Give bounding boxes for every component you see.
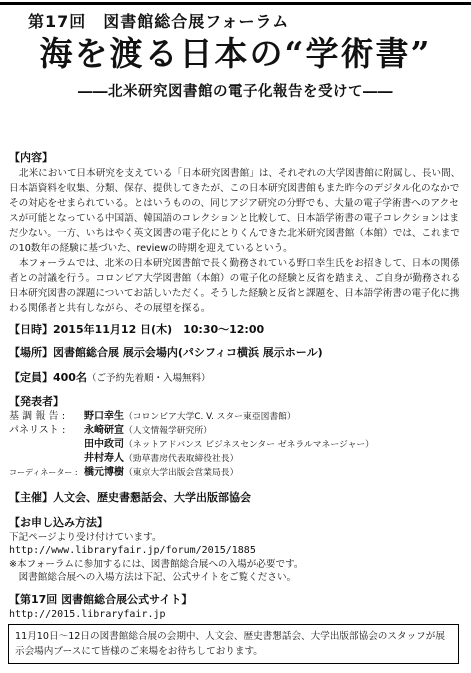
speaker-affiliation: （東京大学出版会営業局長） xyxy=(124,468,239,478)
application-link[interactable]: http://www.libraryfair.jp/forum/2015/1885 xyxy=(9,545,256,556)
capacity-label: 【定員】 xyxy=(9,371,53,384)
page-title: 海を渡る日本の“学術書” xyxy=(39,34,432,73)
content-paragraph-1: 北米において日本研究を支えている「日本研究図書館」は、それぞれの大学図書館に附属し、長い間、日本語資料を収集、分類、保存、提供してきたが、この日本研究図書館もまた昨今のデジタル化のなかでその対応をせまられている。とはいうものの、同じアジア研究の分野でも、大量の電子学術書へのアクセスが可能となっている中国語、韓国語のコレクションと比較して、日本語学術書の電子コレクションはまだ少ない。一方、いちはやく英文図書の電子化にとりくんできた北米研究図書館（本館）では、これまでの10数年の経験に基づいた、reviewの時期を迎えているという。 xyxy=(9,168,461,254)
capacity-note: （ご予約先着順・入場無料） xyxy=(86,373,211,384)
application-section xyxy=(9,515,464,584)
speaker-name: 橋元博樹 xyxy=(84,467,124,478)
official-site-heading: 【第17回 図書館総合展公式サイト】 xyxy=(9,593,193,606)
content-section xyxy=(9,150,464,316)
speaker-affiliation: （人文情報学研究所） xyxy=(124,426,212,436)
organizer-value: 人文会、歴史書懇話会、大学出版部協会 xyxy=(53,491,251,504)
page-header xyxy=(0,0,471,136)
speaker-name: 野口幸生 xyxy=(84,411,124,422)
content-paragraph-2: 本フォーラムでは、北米の日本研究図書館で長く勤務されている野口幸生氏をお招きして、日本の関係者との討議を行う。コロンビア大学図書館（本館）の電子化の経験と反省を踏まえ、ご自身が勤務される日本研究図書の課題についてお話しいただく。そうした経験と反省と課題を、日本語学術書の電子化に携わる関係者と共有しながら、その展望を探る。 xyxy=(9,258,461,314)
speaker-name: 永崎研宣 xyxy=(84,425,124,436)
capacity-section xyxy=(9,370,464,387)
event-line: 第17回 図書館総合展フォーラム xyxy=(28,12,290,31)
speaker-affiliation: （ネットアドバンス ビジネスセンター ゼネラルマネージャー） xyxy=(124,440,374,450)
venue-row xyxy=(9,345,464,361)
datetime-row xyxy=(9,322,464,338)
venue-value: 図書館総合展 展示会場内(パシフィコ横浜 展示ホール) xyxy=(53,346,323,359)
capacity-row xyxy=(9,370,464,387)
speaker-row xyxy=(9,410,464,424)
speaker-affiliation: （コロンビア大学C. V. スター東亞図書館） xyxy=(124,412,296,422)
official-site-link[interactable]: http://2015.libraryfair.jp xyxy=(9,609,166,620)
speaker-role: 基 調 報 告 : xyxy=(9,411,66,422)
bottom-notice: 11月10日～12日の図書館総合展の会期中、人文会、歴史書懇話会、大学出版部協会のスタッフが展示会場内ブースにて皆様のご来場をお待ちしております。 xyxy=(8,624,459,664)
organizer-section xyxy=(9,490,464,506)
page-subtitle: ――北米研究図書館の電子化報告を受けて―― xyxy=(78,84,393,100)
speaker-name: 井村寿人 xyxy=(84,453,124,464)
official-site-section xyxy=(9,592,464,622)
datetime-value: 2015年11月12 日(木) 10:30～12:00 xyxy=(53,323,265,336)
speakers-heading: 【発表者】 xyxy=(9,395,64,408)
application-heading: 【お申し込み方法】 xyxy=(9,516,108,529)
application-text: 下記ページより受け付けています。 xyxy=(9,532,162,543)
venue-label: 【場所】 xyxy=(9,346,53,359)
datetime-label: 【日時】 xyxy=(9,323,53,336)
speakers-section xyxy=(9,394,464,480)
speaker-row xyxy=(9,424,464,438)
application-note: ※本フォーラムに参加するには、図書館総合展への入場が必要です。 xyxy=(9,559,304,570)
application-note: 図書館総合展への入場方法は下記、公式サイトをご覧ください。 xyxy=(9,572,297,583)
speaker-affiliation: （勁草書房代表取締役社長） xyxy=(124,454,239,464)
datetime-section xyxy=(9,322,464,338)
speaker-row xyxy=(9,452,464,466)
speaker-name: 田中政司 xyxy=(84,439,124,450)
top-rule xyxy=(0,2,471,5)
speaker-row xyxy=(9,466,464,480)
speaker-role: パネリスト : xyxy=(9,425,66,436)
speaker-role: コーディネーター : xyxy=(9,468,78,477)
capacity-value: 400名 xyxy=(53,371,87,384)
venue-section xyxy=(9,345,464,361)
speaker-row xyxy=(9,438,464,452)
content-heading: 【内容】 xyxy=(9,151,53,164)
organizer-row xyxy=(9,490,464,506)
organizer-label: 【主催】 xyxy=(9,491,53,504)
